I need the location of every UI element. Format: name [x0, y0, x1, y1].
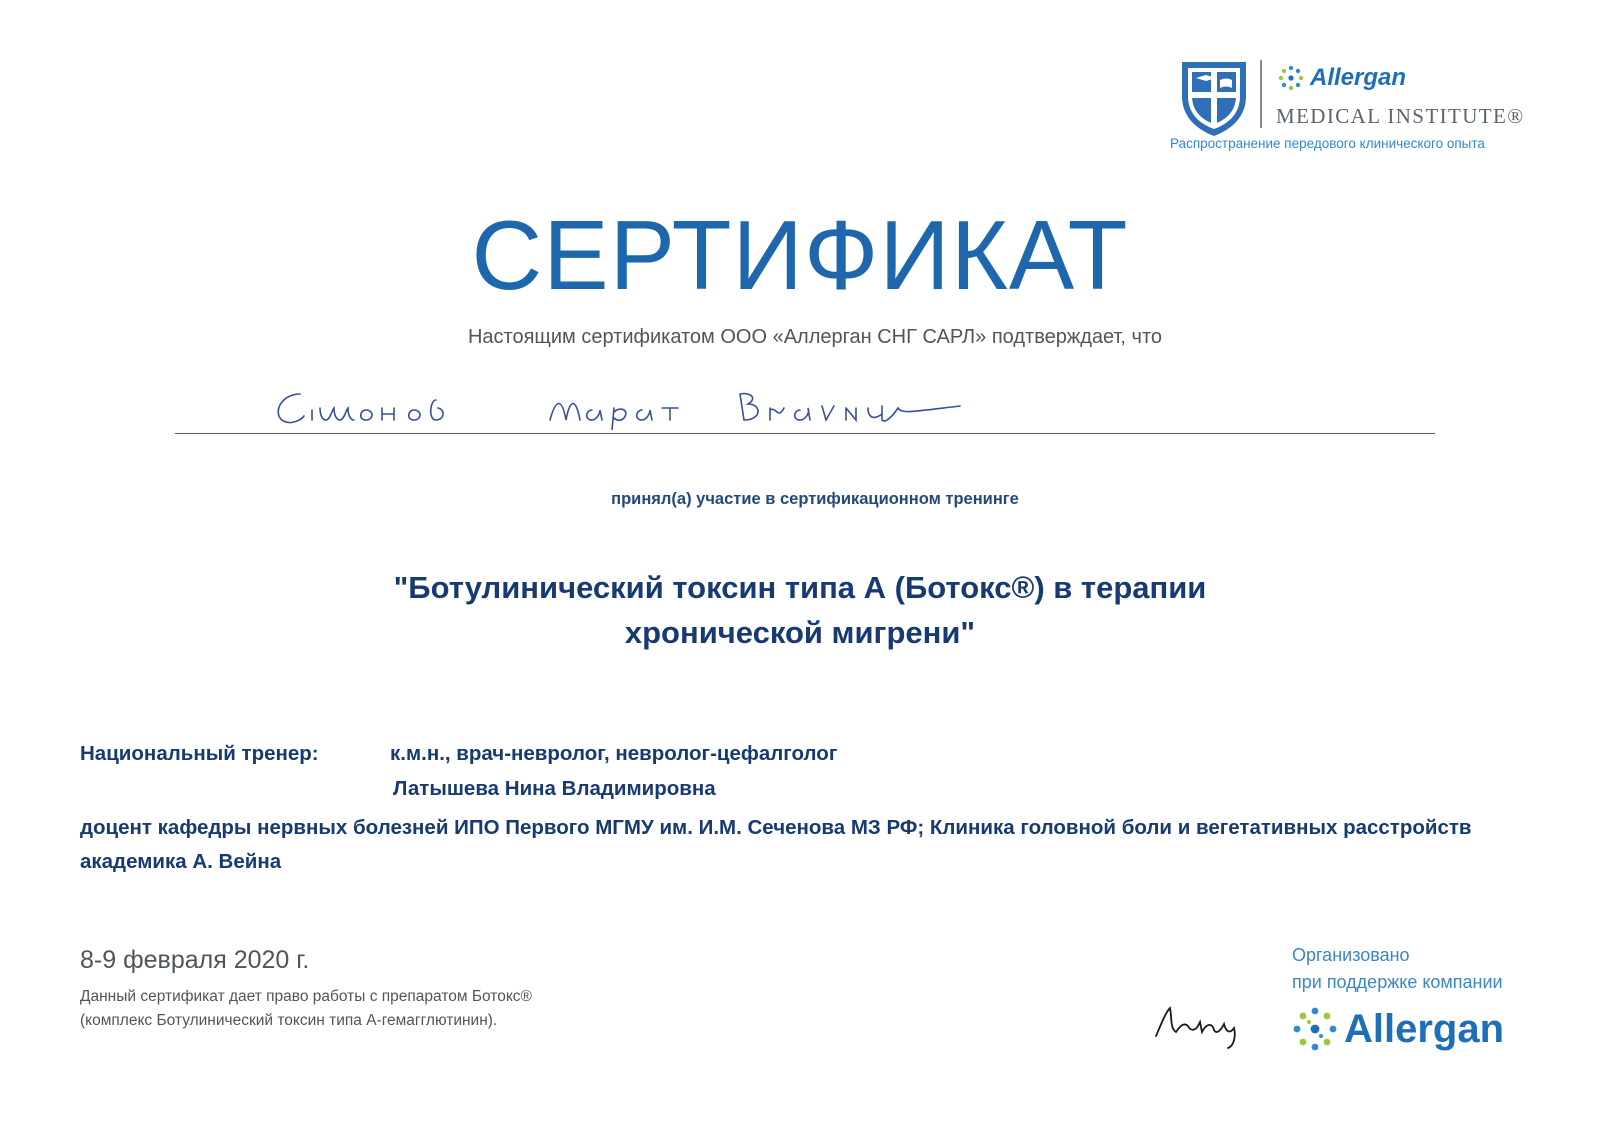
organized-line-1: Организовано — [1292, 945, 1410, 965]
organized-by — [1292, 942, 1503, 996]
trainer-degree: к.м.н., врач-невролог, невролог-цефалголог — [390, 742, 838, 765]
course-title-line-1: "Ботулинический токсин типа А (Ботокс®) в терапии — [393, 570, 1207, 605]
trainer-name: Латышева Нина Владимировна — [393, 777, 716, 800]
institute-shield-icon — [1178, 58, 1250, 138]
allergan-dots-icon — [1278, 65, 1304, 91]
institute-name: MEDICAL INSTITUTE® — [1276, 104, 1525, 128]
allergan-dots-icon — [1292, 1006, 1338, 1052]
brand-name: Allergan — [1310, 64, 1407, 91]
logo-divider — [1260, 60, 1262, 128]
certificate-title: СЕРТИФИКАТ — [471, 200, 1129, 310]
course-title — [0, 566, 1600, 656]
footer-brand-name: Allergan — [1344, 1006, 1505, 1051]
certificate-notice — [80, 985, 532, 1033]
training-date: 8-9 февраля 2020 г. — [80, 946, 310, 974]
course-title-line-2: хронической мигрени" — [624, 614, 976, 650]
trainer-position: доцент кафедры нервных болезней ИПО Первого МГМУ им. И.М. Сеченова МЗ РФ; Клиника головной боли и вегетативных расстройств академика А. Вейна — [80, 816, 1472, 873]
notice-line-2: (комплекс Ботулинический токсин типа А-гемагглютинин). — [80, 1012, 498, 1029]
organized-line-2: при поддержке компании — [1292, 972, 1503, 992]
trainer-label: Национальный тренер: — [80, 742, 319, 765]
allergan-top-logo — [1278, 64, 1406, 92]
intro-text: Настоящим сертификатом ООО «Аллерган СНГ САРЛ» подтверждает, что — [467, 326, 1163, 348]
notice-line-1: Данный сертификат дает право работы с препаратом Ботокс® — [80, 988, 532, 1005]
allergan-bottom-logo — [1292, 1006, 1504, 1052]
name-underline — [175, 433, 1435, 434]
handwritten-recipient-name — [270, 384, 990, 430]
handwritten-signature — [1150, 992, 1260, 1052]
tagline: Распространение передового клинического опыта — [1170, 136, 1485, 151]
participation-text: принял(а) участие в сертификационном тренинге — [611, 490, 1019, 508]
